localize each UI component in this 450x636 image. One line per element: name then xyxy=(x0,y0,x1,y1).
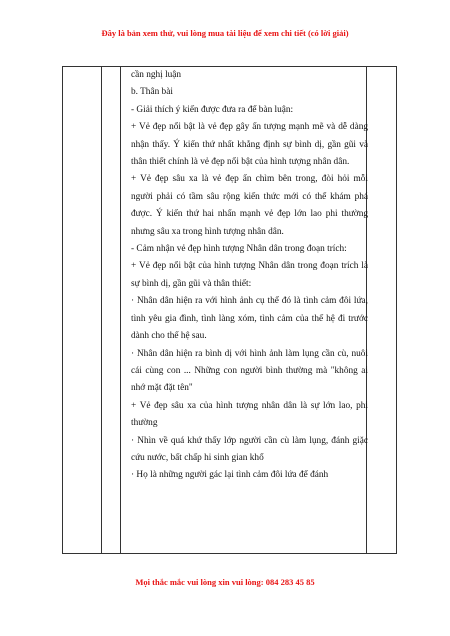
contact-notice: Mọi thắc mắc vui lòng xin vui lòng: 084 283 45 85 xyxy=(135,577,315,587)
answer-content xyxy=(131,67,368,485)
paragraph: · Nhìn về quá khứ thấy lớp người cần cù làm lụng, đánh giặc cứu nước, bất chấp hi sinh gian khổ xyxy=(131,435,368,463)
column-divider xyxy=(101,67,102,553)
paragraph: · Nhân dân hiện ra bình dị với hình ảnh làm lụng cần cù, nuôi cái cùng con ... Những con người bình thường mà "không ai nhớ mặt đặt tên" xyxy=(131,348,368,394)
section-heading: b. Thân bài xyxy=(131,87,173,98)
paragraph: + Vẻ đẹp nổi bật của hình tượng Nhân dân trong đoạn trích là sự bình dị, gần gũi và thân thiết: xyxy=(131,261,368,289)
text-line: · Họ là những người gác lại tình cảm đôi lứa để đánh xyxy=(131,470,329,481)
column-divider xyxy=(120,67,121,553)
paragraph: · Nhân dân hiện ra với hình ảnh cụ thể đó là tình cảm đôi lứa, tình yêu gia đình, tình làng xóm, tình cảm của thế hệ đi trước dành cho thế hệ sau. xyxy=(131,296,368,342)
text-line: cần nghị luận xyxy=(131,70,182,80)
preview-notice: Đây là bản xem thử, vui lòng mua tài liệu để xem chi tiết (có lời giải) xyxy=(101,28,349,38)
paragraph: + Vẻ đẹp sâu xa là vẻ đẹp ẩn chìm bên trong, đòi hỏi mỗi người phải có tầm sâu rộng kiến thức mới có thể khám phá được. Ý kiến thứ hai nhấn mạnh vẻ đẹp lớn lao phi thường nhưng sâu xa trong hình tượng nhân dân. xyxy=(131,174,368,237)
text-line: - Giải thích ý kiến được đưa ra để bàn luận: xyxy=(131,104,294,115)
paragraph: + Vẻ đẹp sâu xa của hình tượng nhân dân là sự lớn lao, phi thường xyxy=(131,400,368,429)
paragraph: + Vẻ đẹp nổi bật là vẻ đẹp gây ấn tượng mạnh mẽ và dễ dàng nhận thấy. Ý kiến thứ nhất khẳng định sự bình dị, gần gũi và thân thiết chính là vẻ đẹp nổi bật của hình tượng nhân dân. xyxy=(131,122,368,168)
paragraph: - Cảm nhận vẻ đẹp hình tượng Nhân dân trong đoạn trích: xyxy=(131,244,347,255)
